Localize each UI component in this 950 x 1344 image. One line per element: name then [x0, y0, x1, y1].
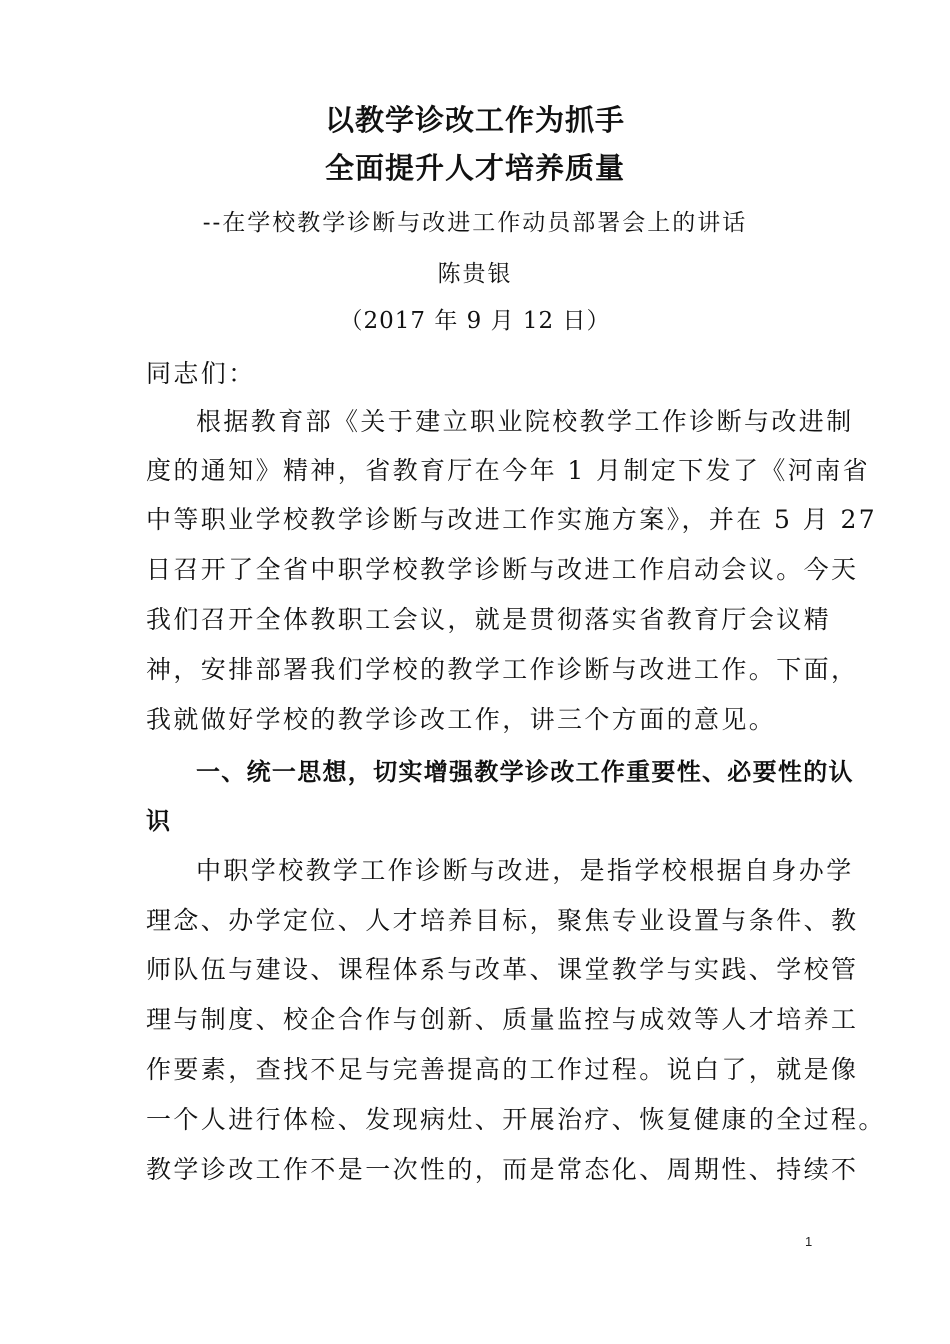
speech-date: （2017 年 9 月 12 日） — [339, 308, 611, 334]
document-title-line-2: 全面提升人才培养质量 — [324, 151, 625, 185]
section-body-line-5: 作要素，查找不足与完善提高的工作过程。说白了，就是像 — [146, 1055, 859, 1084]
document-title-line-1: 以教学诊改工作为抓手 — [324, 103, 625, 137]
intro-line-6: 神，安排部署我们学校的教学工作诊断与改进工作。下面， — [146, 655, 859, 684]
section-body-line-6: 一个人进行体检、发现病灶、开展治疗、恢复健康的全过程。 — [146, 1105, 886, 1134]
intro-line-4: 日召开了全省中职学校教学诊断与改进工作启动会议。今天 — [146, 555, 859, 584]
document-subtitle: --在学校教学诊断与改进工作动员部署会上的讲话 — [202, 210, 748, 236]
page-number: 1 — [805, 1234, 813, 1249]
intro-line-7: 我就做好学校的教学诊改工作，讲三个方面的意见。 — [146, 705, 777, 734]
section-body-line-3: 师队伍与建设、课程体系与改革、课堂教学与实践、学校管 — [146, 955, 859, 984]
intro-line-1: 根据教育部《关于建立职业院校教学工作诊断与改进制 — [196, 407, 854, 436]
intro-line-2: 度的通知》精神，省教育厅在今年 1 月制定下发了《河南省 — [146, 456, 871, 485]
speaker-name: 陈贵银 — [437, 261, 513, 287]
intro-line-3: 中等职业学校教学诊断与改进工作实施方案》，并在 5 月 27 — [146, 505, 878, 534]
section-body-line-4: 理与制度、校企合作与创新、质量监控与成效等人才培养工 — [146, 1005, 859, 1034]
salutation: 同志们： — [146, 359, 256, 388]
section-body-line-2: 理念、办学定位、人才培养目标，聚焦专业设置与条件、教 — [146, 906, 859, 935]
section-heading-line-1: 一、统一思想，切实增强教学诊改工作重要性、必要性的认 — [196, 758, 854, 786]
intro-line-5: 我们召开全体教职工会议，就是贯彻落实省教育厅会议精 — [146, 605, 832, 634]
section-body-line-7: 教学诊改工作不是一次性的，而是常态化、周期性、持续不 — [146, 1155, 859, 1184]
section-body-line-1: 中职学校教学工作诊断与改进，是指学校根据自身办学 — [196, 856, 854, 885]
section-heading-line-2: 识 — [146, 807, 172, 835]
